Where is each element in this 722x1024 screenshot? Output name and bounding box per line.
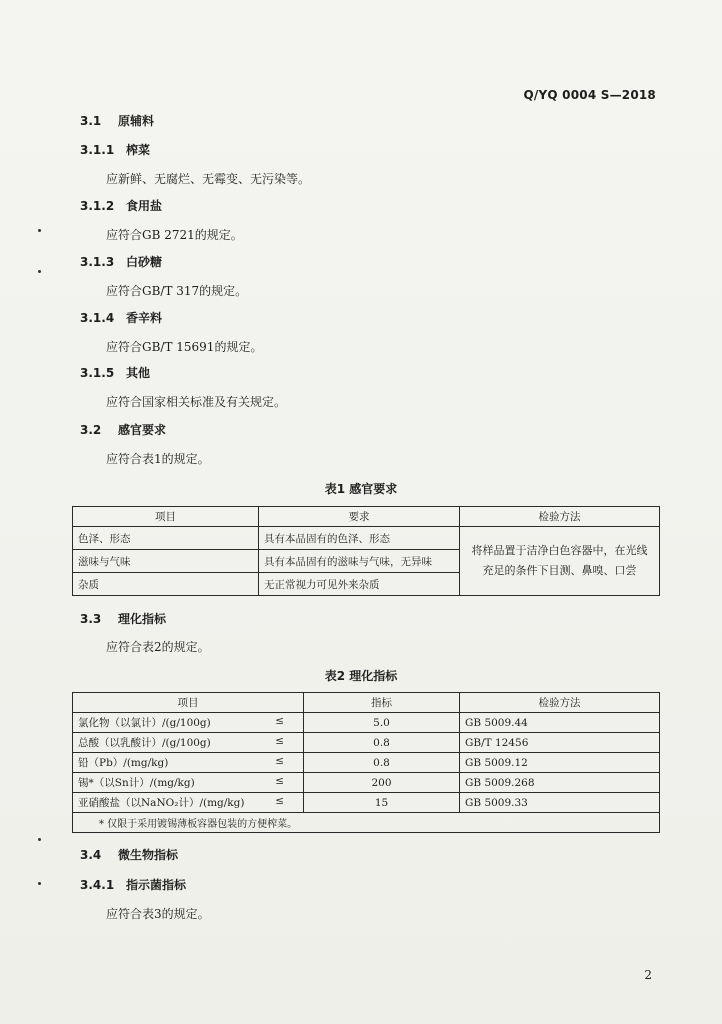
table-row: [73, 753, 660, 773]
heading-3-1-1: 3.1.1 榨菜: [80, 143, 151, 157]
table-cell: 氯化物（以氯计）/(g/100g) ≤: [73, 713, 304, 733]
heading-3-2: 3.2 感官要求: [80, 423, 167, 437]
heading-3-1-2: 3.1.2 食用盐: [80, 199, 163, 213]
table-cell: 总酸（以乳酸计）/(g/100g) ≤: [73, 733, 304, 753]
table-cell: 15: [304, 793, 460, 813]
table-cell: 无正常视力可见外来杂质: [259, 573, 460, 596]
table-cell: 铅（Pb）/(mg/kg) ≤: [73, 753, 304, 773]
table-header-row: [73, 693, 660, 713]
table-row: [73, 773, 660, 793]
table-cell: GB/T 12456: [460, 733, 660, 753]
sensory-requirements-table: [72, 506, 660, 596]
scan-dot: [38, 838, 41, 841]
page-number: 2: [644, 968, 652, 982]
red-stamp-edge: [708, 390, 722, 540]
table-cell: 色泽、形态: [73, 527, 259, 550]
paragraph-3-1-1: 应新鲜、无腐烂、无霉变、无污染等。: [106, 172, 311, 186]
paragraph-3-1-3: 应符合GB/T 317的规定。: [106, 284, 248, 298]
table-cell: GB 5009.33: [460, 793, 660, 813]
paragraph-3-3: 应符合表2的规定。: [106, 640, 210, 654]
table-row: [73, 793, 660, 813]
heading-3-1: 3.1 原辅料: [80, 114, 155, 128]
table-cell: 200: [304, 773, 460, 793]
table-header: 要求: [259, 507, 460, 527]
paragraph-3-2: 应符合表1的规定。: [106, 452, 210, 466]
heading-3-3: 3.3 理化指标: [80, 612, 167, 626]
table2-caption: 表2 理化指标: [324, 669, 398, 683]
scan-dot: [38, 229, 41, 232]
table-cell: GB 5009.12: [460, 753, 660, 773]
table-cell: 具有本品固有的色泽、形态: [259, 527, 460, 550]
table-footnote: * 仅限于采用镀锡薄板容器包装的方便榨菜。: [73, 813, 660, 833]
table-row: [73, 713, 660, 733]
table-header: 项目: [73, 507, 259, 527]
table-header: 检验方法: [460, 507, 660, 527]
table-cell: 5.0: [304, 713, 460, 733]
table-cell: 滋味与气味: [73, 550, 259, 573]
table-header: 项目: [73, 693, 304, 713]
heading-3-4-1: 3.4.1 指示菌指标: [80, 878, 187, 892]
table-cell: 亚硝酸盐（以NaNO₂计）/(mg/kg) ≤: [73, 793, 304, 813]
table-cell: GB 5009.44: [460, 713, 660, 733]
table-row: [73, 733, 660, 753]
heading-3-4: 3.4 微生物指标: [80, 848, 179, 862]
paragraph-3-4-1: 应符合表3的规定。: [106, 907, 210, 921]
paragraph-3-1-5: 应符合国家相关标准及有关规定。: [106, 395, 287, 409]
table-cell: 0.8: [304, 733, 460, 753]
table-header-row: [73, 507, 660, 527]
table-row: [73, 527, 660, 550]
scan-dot: [38, 270, 41, 273]
paragraph-3-1-4: 应符合GB/T 15691的规定。: [106, 340, 263, 354]
table-header: 指标: [304, 693, 460, 713]
table-cell: 具有本品固有的滋味与气味，无异味: [259, 550, 460, 573]
table-cell: GB 5009.268: [460, 773, 660, 793]
table-cell: 锡*（以Sn计）/(mg/kg) ≤: [73, 773, 304, 793]
heading-3-1-3: 3.1.3 白砂糖: [80, 255, 163, 269]
physicochemical-indicators-table: [72, 692, 660, 833]
heading-3-1-5: 3.1.5 其他: [80, 366, 151, 380]
scan-dot: [38, 882, 41, 885]
inspection-method-cell: 将样品置于洁净白色容器中，在光线充足的条件下目测、鼻嗅、口尝: [460, 527, 660, 596]
table-header: 检验方法: [460, 693, 660, 713]
standard-code: Q/YQ 0004 S—2018: [523, 88, 656, 102]
table-cell: 杂质: [73, 573, 259, 596]
heading-3-1-4: 3.1.4 香辛料: [80, 311, 163, 325]
paragraph-3-1-2: 应符合GB 2721的规定。: [106, 228, 243, 242]
table-footnote-row: [73, 813, 660, 833]
table-cell: 0.8: [304, 753, 460, 773]
table1-caption: 表1 感官要求: [324, 482, 398, 496]
